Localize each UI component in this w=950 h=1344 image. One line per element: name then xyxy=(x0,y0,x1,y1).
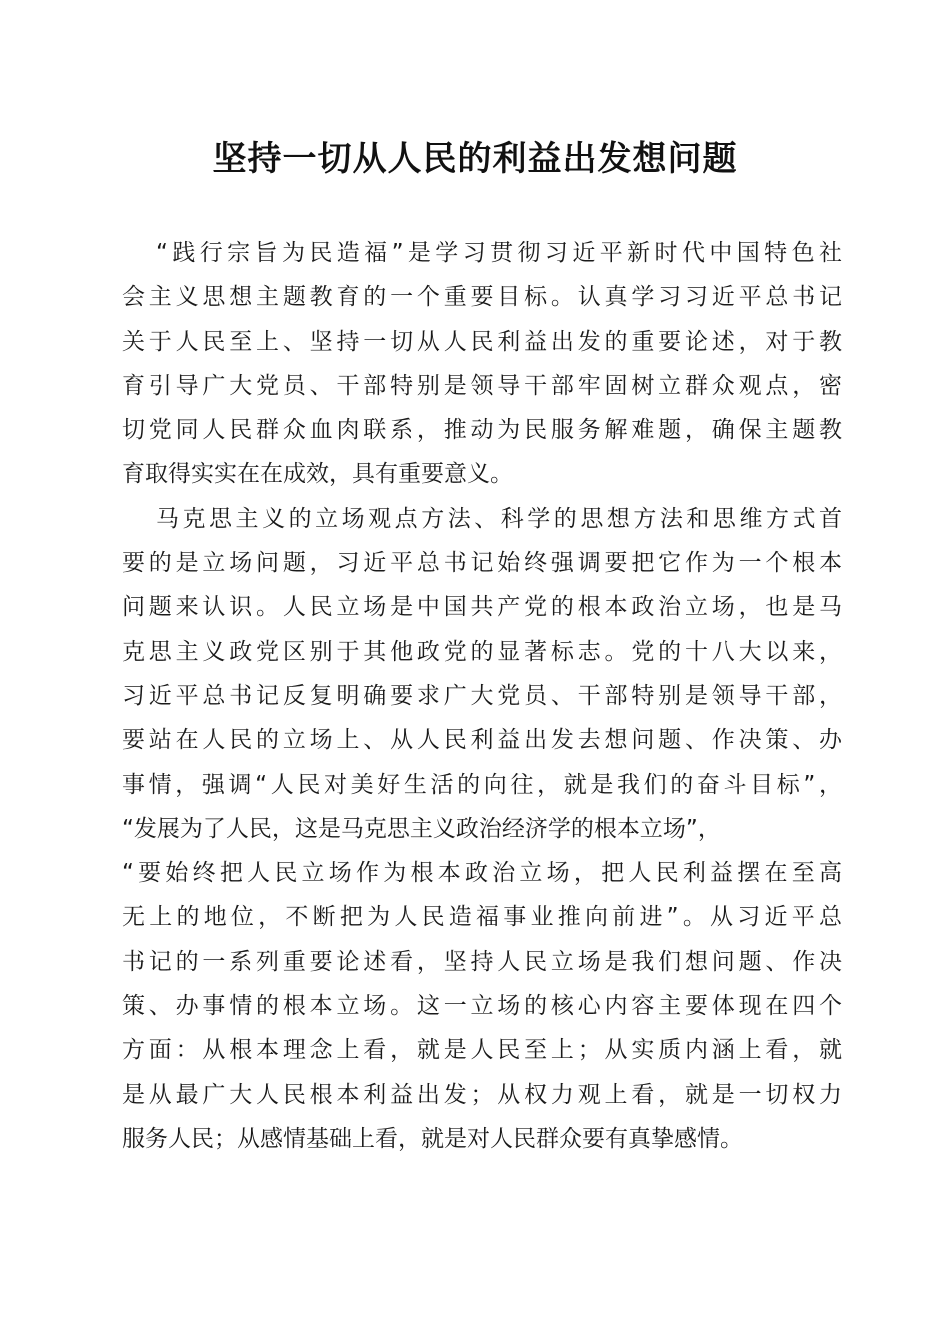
paragraph-line: 无上的地位，不断把为人民造福事业推向前进”。从习近平总 xyxy=(122,904,842,931)
paragraph-line: 切党同人民群众血肉联系，推动为民服务解难题，确保主题教 xyxy=(122,417,842,444)
paragraph-line: 要的是立场问题，习近平总书记始终强调要把它作为一个根本 xyxy=(122,550,842,577)
paragraph-line: “发展为了人民，这是马克思主义政治经济学的根本立场”， xyxy=(122,815,721,842)
paragraph-1 xyxy=(122,231,842,497)
paragraph-line: 策、办事情的根本立场。这一立场的核心内容主要体现在四个 xyxy=(122,993,842,1020)
paragraph-line: 育取得实实在在成效，具有重要意义。 xyxy=(122,461,513,488)
paragraph-line: “践行宗旨为民造福”是学习贯彻习近平新时代中国特色社 xyxy=(156,240,842,266)
paragraph-line: 事情，强调“人民对美好生活的向往，就是我们的奋斗目标”， xyxy=(122,771,842,798)
paragraph-line: 会主义思想主题教育的一个重要目标。认真学习习近平总书记 xyxy=(122,284,842,311)
document-body xyxy=(122,231,842,1161)
paragraph-line: 要站在人民的立场上、从人民利益出发去想问题、作决策、办 xyxy=(122,727,842,754)
paragraph-line: “要始终把人民立场作为根本政治立场，把人民利益摆在至高 xyxy=(122,860,842,887)
paragraph-line: 马克思主义的立场观点方法、科学的思想方法和思维方式首 xyxy=(156,505,842,532)
document-title: 坚持一切从人民的利益出发想问题 xyxy=(212,139,738,179)
paragraph-line: 习近平总书记反复明确要求广大党员、干部特别是领导干部， xyxy=(122,682,842,709)
paragraph-line: 克思主义政党区别于其他政党的显著标志。党的十八大以来， xyxy=(122,638,842,665)
paragraph-line: 方面：从根本理念上看，就是人民至上；从实质内涵上看，就 xyxy=(122,1037,842,1064)
paragraph-2 xyxy=(122,497,842,1161)
paragraph-line: 服务人民；从感情基础上看，就是对人民群众要有真挚感情。 xyxy=(122,1125,743,1152)
paragraph-line: 书记的一系列重要论述看，坚持人民立场是我们想问题、作决 xyxy=(122,948,842,975)
paragraph-line: 育引导广大党员、干部特别是领导干部牢固树立群众观点，密 xyxy=(122,372,842,399)
paragraph-line: 问题来认识。人民立场是中国共产党的根本政治立场，也是马 xyxy=(122,594,842,621)
paragraph-line: 是从最广大人民根本利益出发；从权力观上看，就是一切权力 xyxy=(122,1081,842,1108)
paragraph-line: 关于人民至上、坚持一切从人民利益出发的重要论述，对于教 xyxy=(122,328,842,355)
